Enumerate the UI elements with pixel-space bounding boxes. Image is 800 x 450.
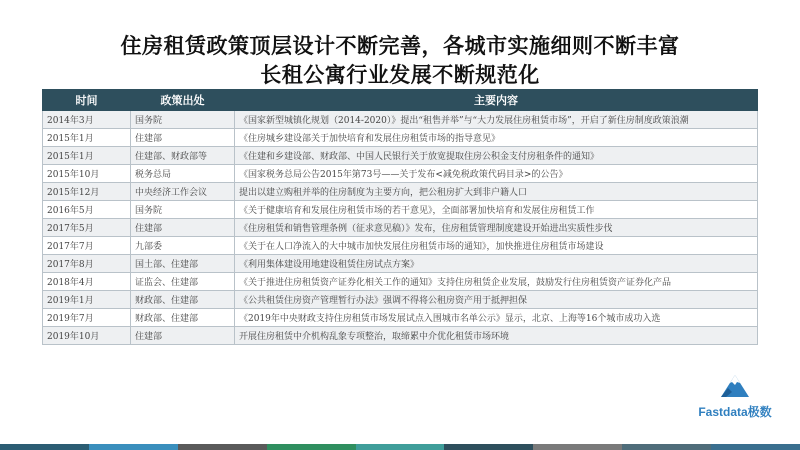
cell-content: 《关于推进住房租赁资产证券化相关工作的通知》支持住房租赁企业发展，鼓励发行住房租赁资产证券化产品	[235, 273, 758, 291]
table-row	[43, 165, 758, 183]
cell-time: 2015年12月	[43, 183, 131, 201]
page-title-line1: 住房租赁政策顶层设计不断完善，各城市实施细则不断丰富	[120, 34, 680, 58]
cell-time: 2016年5月	[43, 201, 131, 219]
policy-table	[42, 89, 758, 345]
column-header-time: 时间	[43, 90, 131, 111]
cell-source: 证监会、住建部	[131, 273, 235, 291]
page-title-line2: 长租公寓行业发展不断规范化	[260, 63, 540, 87]
cell-content: 《国家新型城镇化规划（2014-2020）》提出“租售并举”与“大力发展住房租赁市场”，开启了新住房制度政策浪潮	[235, 111, 758, 129]
table-row	[43, 327, 758, 345]
bottom-bar-segment	[533, 444, 622, 450]
bottom-bar-segment	[267, 444, 356, 450]
bottom-bar-segment	[89, 444, 178, 450]
cell-content: 《利用集体建设用地建设租赁住房试点方案》	[235, 255, 758, 273]
table-row	[43, 219, 758, 237]
table-row	[43, 273, 758, 291]
cell-time: 2017年5月	[43, 219, 131, 237]
cell-source: 国土部、住建部	[131, 255, 235, 273]
cell-content: 《公共租赁住房资产管理暂行办法》强调不得将公租房资产用于抵押担保	[235, 291, 758, 309]
table-row	[43, 255, 758, 273]
cell-source: 九部委	[131, 237, 235, 255]
bottom-bar-segment	[444, 444, 533, 450]
cell-time: 2019年7月	[43, 309, 131, 327]
bottom-color-bar	[0, 444, 800, 450]
mountain-logo-icon	[720, 374, 750, 398]
cell-source: 税务总局	[131, 165, 235, 183]
bottom-bar-segment	[356, 444, 445, 450]
cell-time: 2019年10月	[43, 327, 131, 345]
cell-content: 《住房租赁和销售管理条例（征求意见稿）》发布，住房租赁管理制度建设开始进出实质性步伐	[235, 219, 758, 237]
cell-time: 2017年8月	[43, 255, 131, 273]
table-row	[43, 237, 758, 255]
brand-logo	[690, 374, 780, 420]
table-row	[43, 111, 758, 129]
column-header-content: 主要内容	[235, 90, 758, 111]
cell-content: 《住房城乡建设部关于加快培育和发展住房租赁市场的指导意见》	[235, 129, 758, 147]
cell-time: 2018年4月	[43, 273, 131, 291]
bottom-bar-segment	[178, 444, 267, 450]
cell-source: 国务院	[131, 111, 235, 129]
bottom-bar-segment	[622, 444, 711, 450]
cell-source: 住建部	[131, 327, 235, 345]
table-header-row	[43, 90, 758, 111]
bottom-bar-segment	[711, 444, 800, 450]
table-row	[43, 129, 758, 147]
table-row	[43, 291, 758, 309]
cell-content: 《2019年中央财政支持住房租赁市场发展试点入围城市名单公示》显示，北京、上海等16个城市成功入选	[235, 309, 758, 327]
bottom-bar-segment	[0, 444, 89, 450]
cell-time: 2014年3月	[43, 111, 131, 129]
table-row	[43, 309, 758, 327]
table-row	[43, 147, 758, 165]
cell-time: 2017年7月	[43, 237, 131, 255]
table-row	[43, 183, 758, 201]
cell-source: 财政部、住建部	[131, 291, 235, 309]
cell-content: 《住建和乡建设部、财政部、中国人民银行关于放宽提取住房公积金支付房租条件的通知》	[235, 147, 758, 165]
brand-logo-text: Fastdata极数	[698, 405, 772, 419]
cell-source: 住建部	[131, 219, 235, 237]
table-row	[43, 201, 758, 219]
cell-time: 2015年10月	[43, 165, 131, 183]
cell-content: 《国家税务总局公告2015年第73号——关于发布<减免税政策代码目录>的公告》	[235, 165, 758, 183]
cell-time: 2015年1月	[43, 129, 131, 147]
cell-source: 住建部	[131, 129, 235, 147]
cell-source: 中央经济工作会议	[131, 183, 235, 201]
cell-content: 《关于在人口净流入的大中城市加快发展住房租赁市场的通知》，加快推进住房租赁市场建设	[235, 237, 758, 255]
cell-content: 开展住房租赁中介机构乱象专项整治，取缔累中介优化租赁市场环境	[235, 327, 758, 345]
cell-time: 2015年1月	[43, 147, 131, 165]
table-body	[43, 111, 758, 345]
cell-source: 财政部、住建部	[131, 309, 235, 327]
cell-time: 2019年1月	[43, 291, 131, 309]
cell-content: 《关于健康培育和发展住房租赁市场的若干意见》，全面部署加快培育和发展住房租赁工作	[235, 201, 758, 219]
cell-source: 国务院	[131, 201, 235, 219]
column-header-source: 政策出处	[131, 90, 235, 111]
cell-source: 住建部、财政部等	[131, 147, 235, 165]
cell-content: 提出以建立购租并举的住房制度为主要方向，把公租房扩大到非户籍人口	[235, 183, 758, 201]
